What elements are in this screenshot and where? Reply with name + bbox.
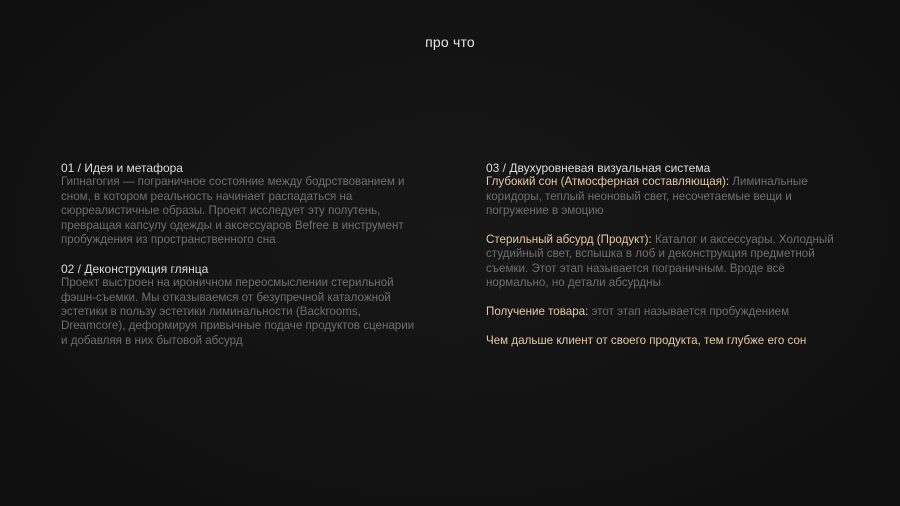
slide-title: про что (425, 34, 475, 50)
receiving-text: этот этап называется пробуждением (588, 305, 790, 319)
sterile-absurd-label: Стерильный абсурд (Продукт): (486, 233, 652, 247)
deep-sleep-label: Глубокий сон (Атмосферная составляющая): (486, 175, 730, 189)
sterile-absurd-paragraph (486, 233, 848, 291)
section-idea-heading: 01 / Идея и метафора (61, 161, 183, 175)
right-column (486, 161, 848, 348)
receiving-label: Получение товара: (486, 305, 589, 319)
sterile-absurd-text: Каталог и аксессуары. Холодный студийный свет, вспышка в лоб и деконструкция предметной съемки. Этот этап называется пограничным. Вроде всё нормально, но детали абсурдны (486, 233, 834, 290)
deep-sleep-paragraph (486, 175, 848, 218)
section-deconstruction-text: Проект выстроен на ироничном переосмыслении стерильной фэшн-съемки. Мы отказываемся от безупречной каталожной эстетики в пользу эстетики лиминальности (Backrooms, Dreamcore), деформируя привычные подаче продуктов сценарии и добавляя в них бытовой абсурд (61, 276, 415, 347)
closing-statement: Чем дальше клиент от своего продукта, тем глубже его сон (486, 333, 807, 347)
left-column (61, 161, 421, 348)
section-deconstruction (61, 262, 421, 348)
section-idea-text: Гипнагогия — пограничное состояние между бодрствованием и сном, в котором реальность начинает распадаться на сюрреалистичные образы. Проект исследует эту полутень, превращая капсулу одежды и аксессуаров Befree в инструмент пробуждения из пространственного сна (61, 175, 405, 247)
deep-sleep-text: Лиминальные коридоры, теплый неоновый свет, несочетаемые вещи и погружение в эмоцию (486, 175, 808, 218)
section-visual-system-heading: 03 / Двухуровневая визуальная система (486, 161, 711, 175)
section-deconstruction-heading: 02 / Деконструкция глянца (61, 261, 209, 276)
receiving-paragraph (486, 305, 848, 319)
section-idea (61, 161, 421, 247)
